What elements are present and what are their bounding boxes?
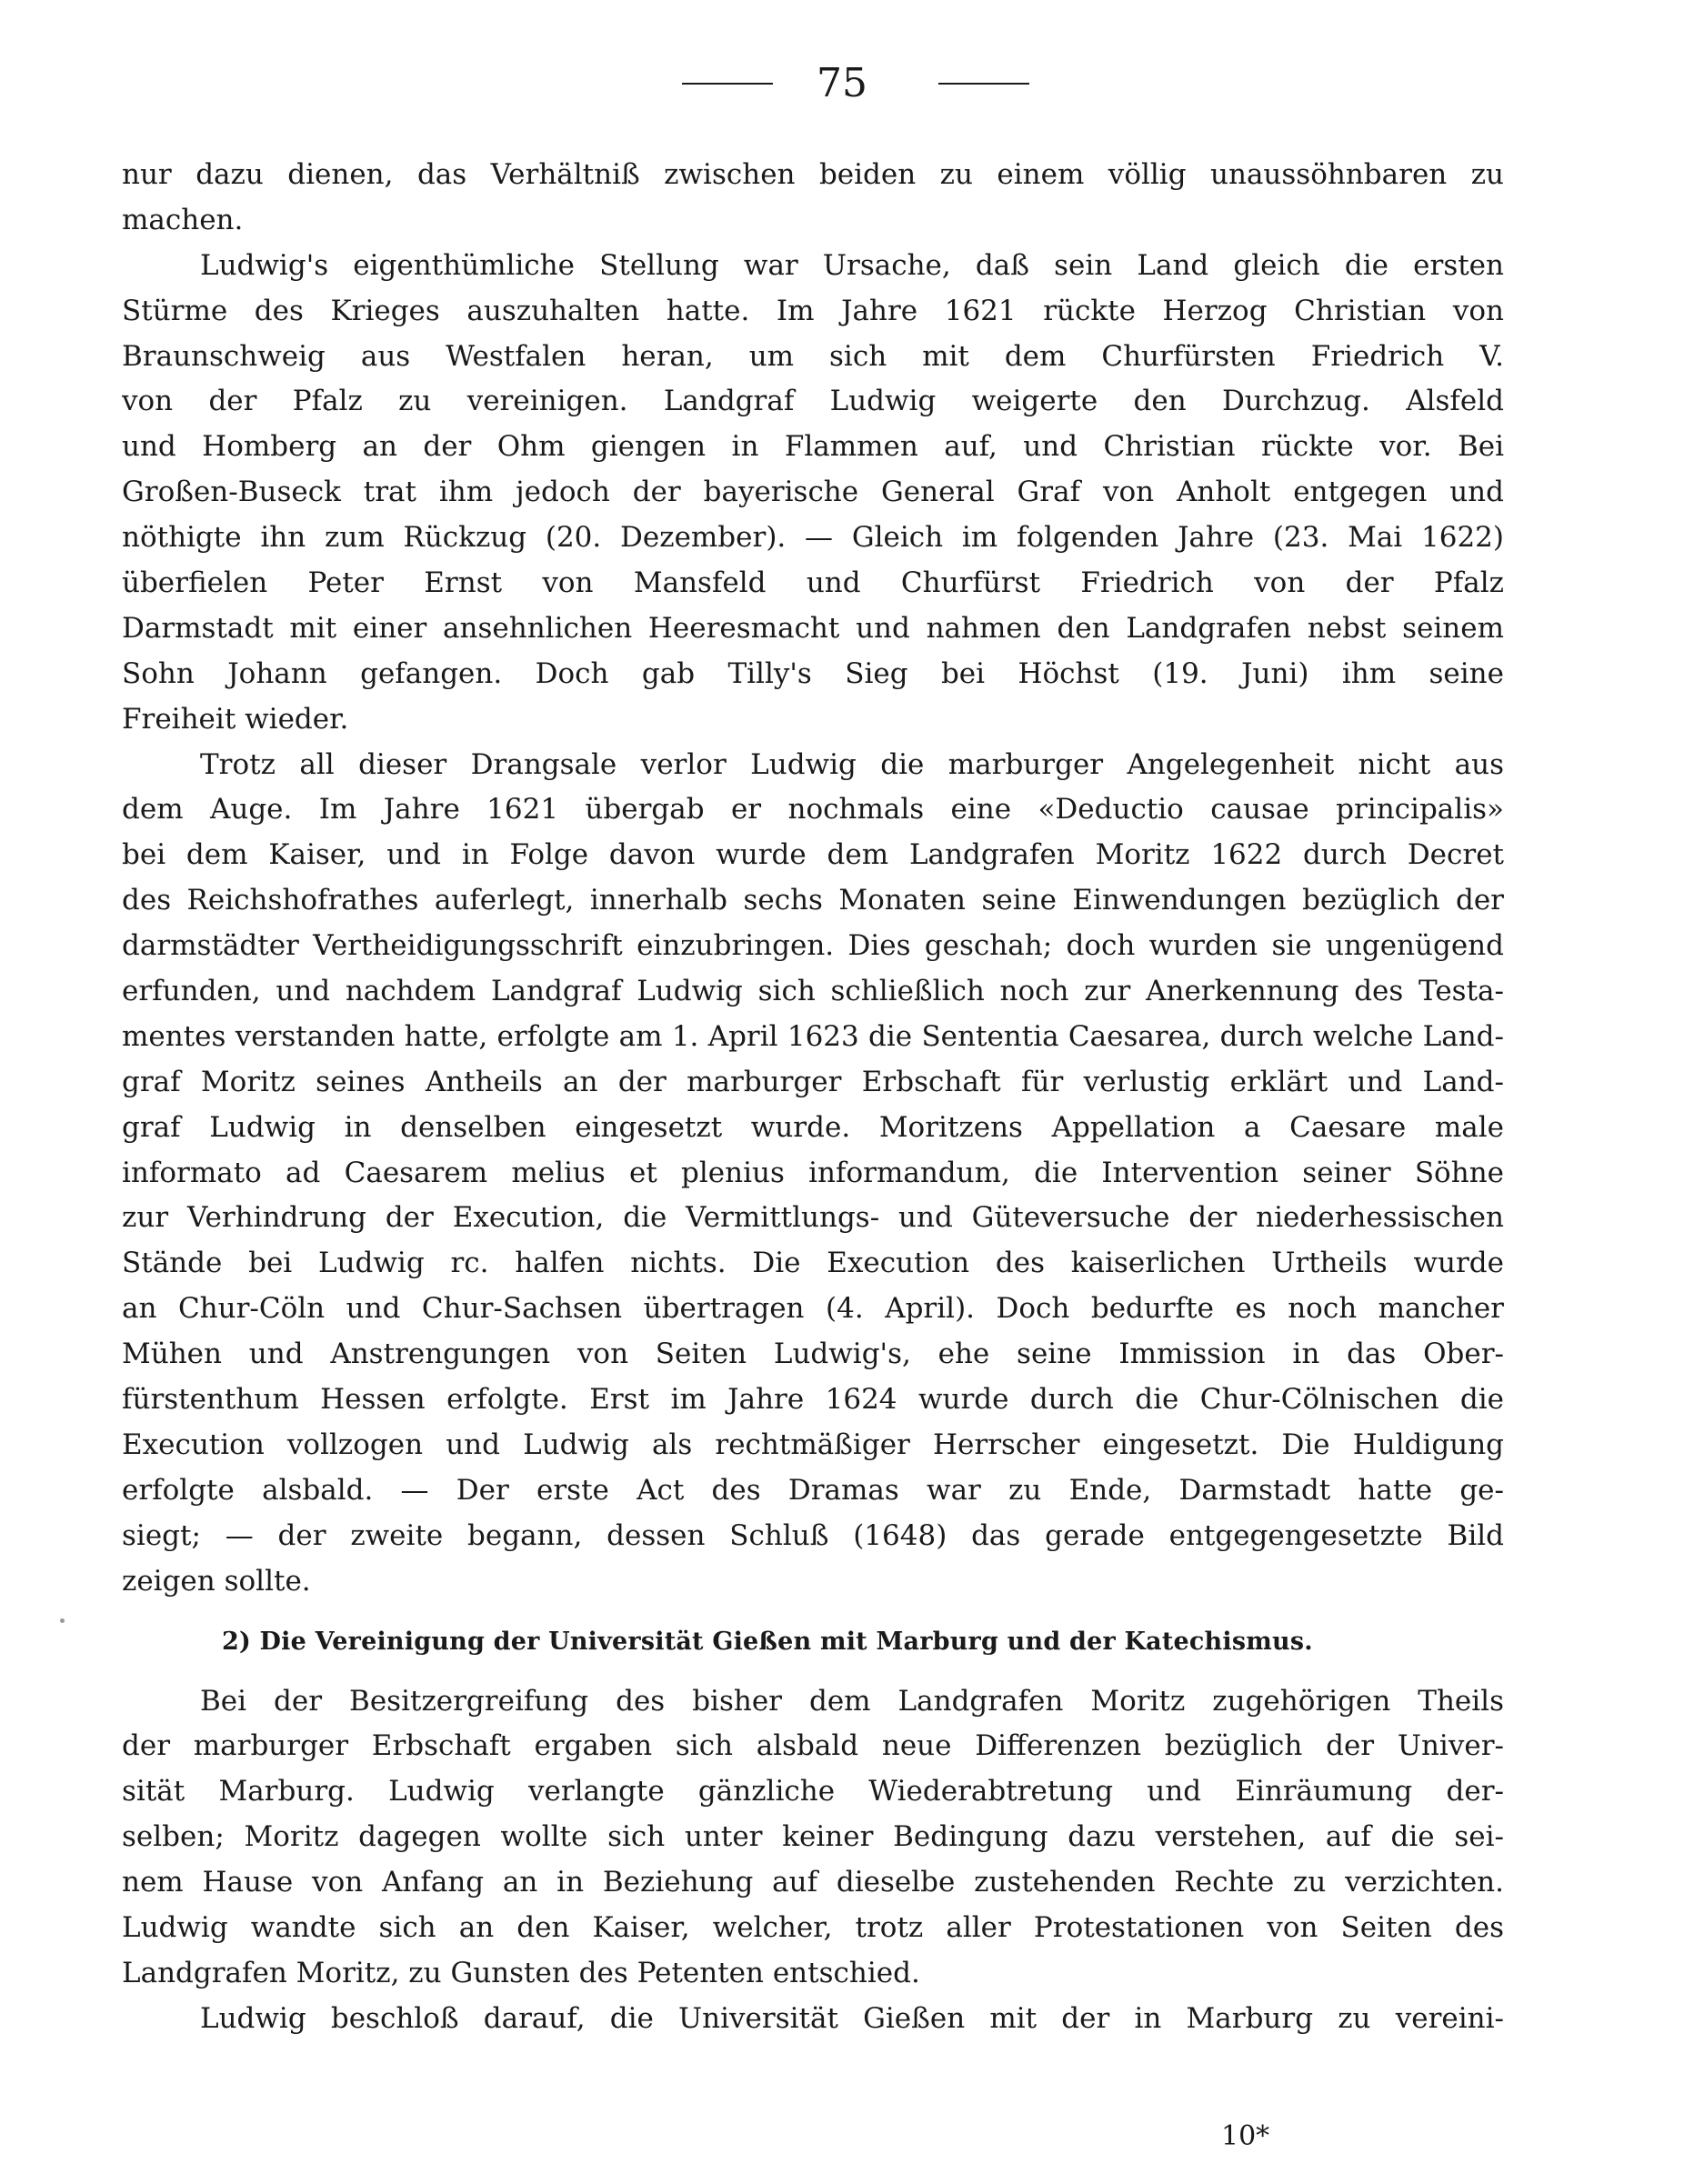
text-line: und Homberg an der Ohm giengen in Flammen auf, und Christian rückte vor. Bei [122,430,1504,464]
section-spacer [122,1605,1504,1621]
text-line: Stände bei Ludwig rc. halfen nichts. Die Execution des kaiserlichen Urtheils wurde [122,1247,1504,1280]
text-line: zur Verhindrung der Execution, die Vermittlungs- und Güteversuche der niederhessischen [122,1201,1504,1235]
text-line: von der Pfalz zu vereinigen. Landgraf Ludwig weigerte den Durchzug. Alsfeld [122,385,1504,418]
text-line: Ludwig wandte sich an den Kaiser, welcher, trotz aller Protestationen von Seiten des [122,1910,1504,1944]
section-heading: 2) Die Vereinigung der Universität Gießen mit Marburg und der Katechismus. [222,1627,1313,1656]
paper-speck [60,1618,65,1623]
text-line: der marburger Erbschaft ergaben sich alsbald neue Differenzen bezüglich der Univer- [122,1729,1504,1763]
text-line: überfielen Peter Ernst von Mansfeld und Churfürst Friedrich von der Pfalz [122,566,1504,600]
paragraph [122,1679,1504,1997]
text-line: Freiheit wieder. [122,702,349,736]
text-line: darmstädter Vertheidigungsschrift einzubringen. Dies geschah; doch wurden sie ungenügend [122,929,1504,963]
section-spacer [122,1663,1504,1679]
text-line: machen. [122,203,244,236]
text-line: bei dem Kaiser, und in Folge davon wurde dem Landgrafen Moritz 1622 durch Decret [122,838,1504,872]
text-line: Ludwig's eigenthümliche Stellung war Ursache, daß sein Land gleich die ersten [200,248,1504,282]
text-line: Bei der Besitzergreifung des bisher dem Landgrafen Moritz zugehörigen Theils [200,1684,1504,1718]
text-line: an Chur-Cöln und Chur-Sachsen übertragen (4. April). Doch bedurfte es noch mancher [122,1292,1504,1326]
text-line: Trotz all dieser Drangsale verlor Ludwig die marburger Angelegenheit nicht aus [200,747,1504,781]
text-line: Darmstadt mit einer ansehnlichen Heeresmacht und nahmen den Landgrafen nebst seinem [122,611,1504,645]
text-body [122,153,1504,2042]
text-line: graf Moritz seines Antheils an der marburger Erbschaft für verlustig erklärt und Land- [122,1065,1504,1098]
text-line: informato ad Caesarem melius et plenius informandum, die Intervention seiner Söhne [122,1156,1504,1189]
header-rule-right [938,83,1029,85]
text-line: graf Ludwig in denselben eingesetzt wurde. Moritzens Appellation a Caesare male [122,1110,1504,1144]
paragraph [122,743,1504,1605]
text-line: Sohn Johann gefangen. Doch gab Tilly's Sieg bei Höchst (19. Juni) ihm seine [122,656,1504,690]
text-line: Stürme des Krieges auszuhalten hatte. Im Jahre 1621 rückte Herzog Christian von [122,294,1504,327]
text-line: dem Auge. Im Jahre 1621 übergab er nochmals eine «Deductio causae principalis» [122,793,1504,827]
page-number: 75 [817,60,867,106]
text-line: nem Hause von Anfang an in Beziehung auf dieselbe zustehenden Rechte zu verzichten. [122,1866,1504,1899]
text-line: zeigen sollte. [122,1564,311,1598]
paragraph [122,1997,1504,2042]
text-line: fürstenthum Hessen erfolgte. Erst im Jahre 1624 wurde durch die Chur-Cölnischen die [122,1383,1504,1417]
text-line: Execution vollzogen und Ludwig als rechtmäßiger Herrscher eingesetzt. Die Huldigung [122,1428,1504,1461]
text-line: Ludwig beschloß darauf, die Universität Gießen mit der in Marburg zu vereini- [200,2001,1504,2035]
page-header [0,56,1684,111]
text-line: Großen-Buseck trat ihm jedoch der bayerische General Graf von Anholt entgegen und [122,476,1504,509]
text-line: mentes verstanden hatte, erfolgte am 1. April 1623 die Sententia Caesarea, durch welche Land- [122,1019,1504,1053]
text-line: Landgrafen Moritz, zu Gunsten des Petenten entschied. [122,1956,920,1989]
paragraph [122,153,1504,244]
text-line: selben; Moritz dagegen wollte sich unter keiner Bedingung dazu verstehen, auf die sei- [122,1820,1504,1854]
header-rule-left [682,83,773,85]
paragraph [122,244,1504,743]
text-line: sität Marburg. Ludwig verlangte gänzliche Wiederabtretung und Einräumung der- [122,1775,1504,1808]
text-line: des Reichshofrathes auferlegt, innerhalb sechs Monaten seine Einwendungen bezüglich der [122,884,1504,917]
text-line: siegt; — der zweite begann, dessen Schluß (1648) das gerade entgegengesetzte Bild [122,1518,1504,1552]
signature-mark: 10* [1221,2120,1270,2152]
text-line: Braunschweig aus Westfalen heran, um sich mit dem Churfürsten Friedrich V. [122,339,1504,373]
text-line: erfolgte alsbald. — Der erste Act des Dramas war zu Ende, Darmstadt hatte ge- [122,1473,1504,1507]
text-line: nöthigte ihn zum Rückzug (20. Dezember). — Gleich im folgenden Jahre (23. Mai 1622) [122,521,1504,555]
text-line: erfunden, und nachdem Landgraf Ludwig sich schließlich noch zur Anerkennung des Testa- [122,975,1504,1008]
text-line: nur dazu dienen, das Verhältniß zwischen beiden zu einem völlig unaussöhnbaren zu [122,158,1504,191]
text-line: Mühen und Anstrengungen von Seiten Ludwig's, ehe seine Immission in das Ober- [122,1337,1504,1371]
